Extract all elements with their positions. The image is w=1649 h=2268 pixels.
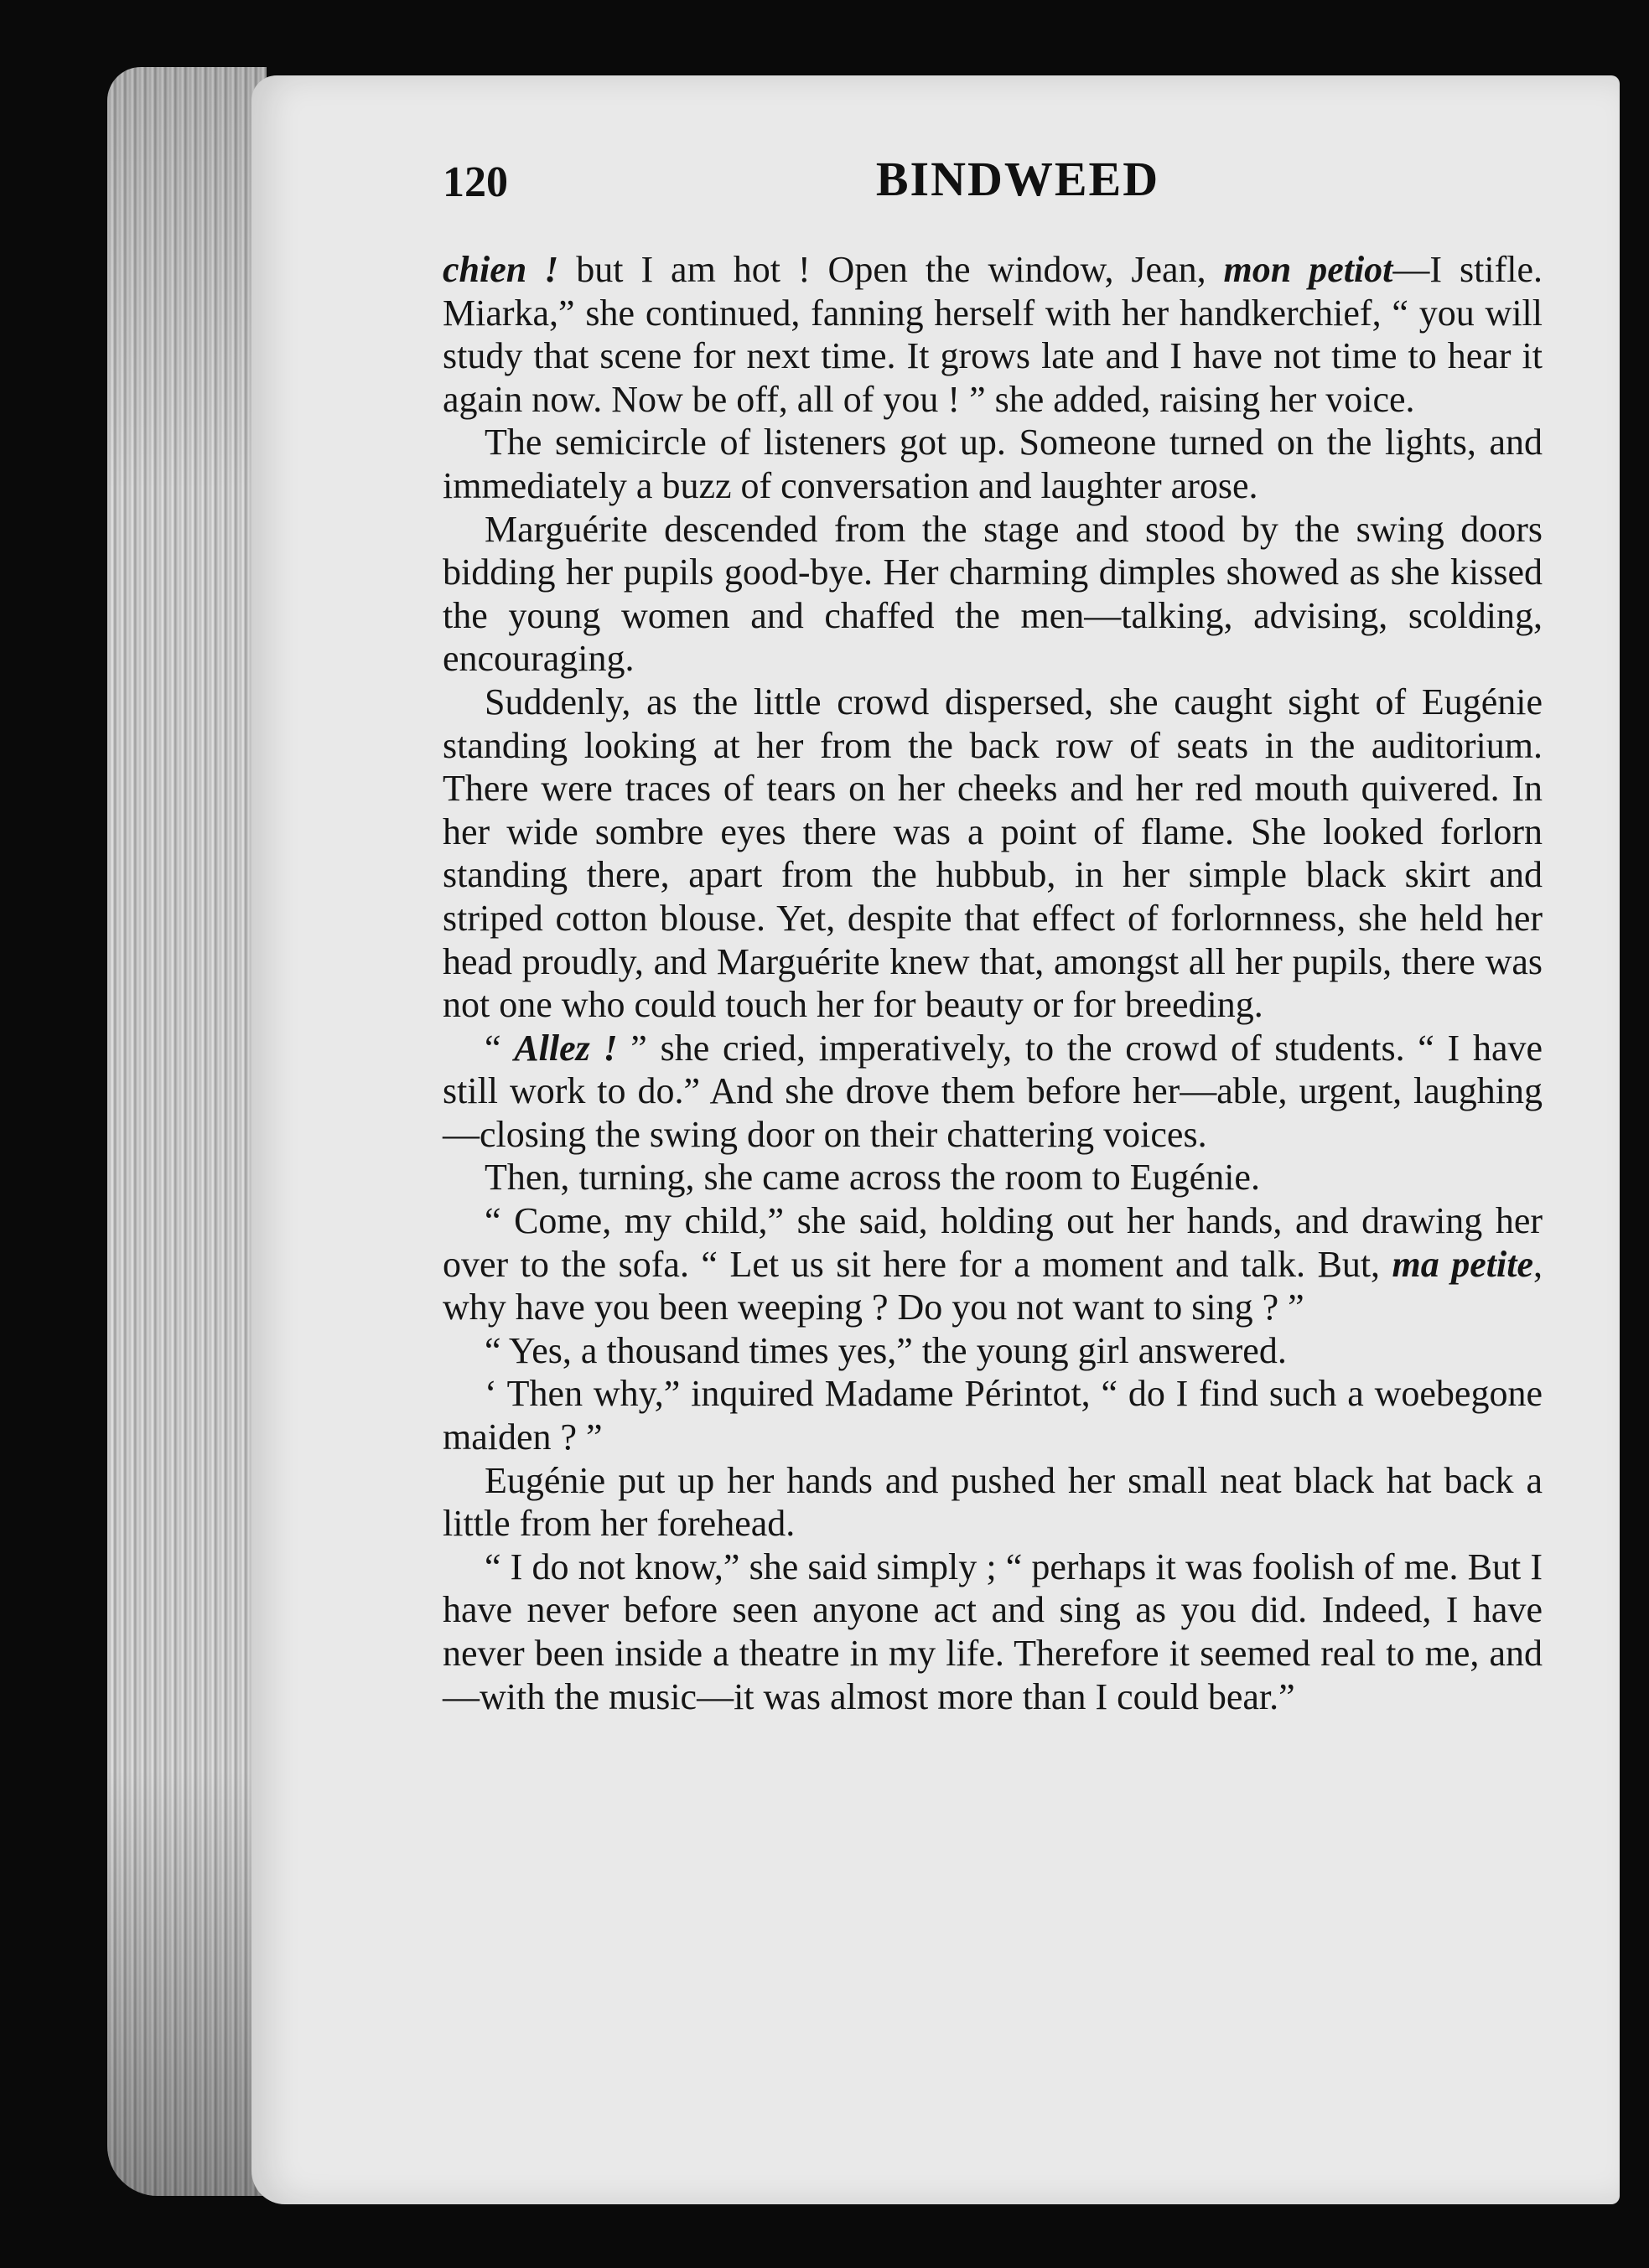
- book-page-edges: [107, 67, 267, 2196]
- page-number: 120: [443, 158, 508, 206]
- text-run: Eugénie put up her hands and pushed her small neat black hat back a little from her forehead.: [443, 1459, 1543, 1545]
- italic-phrase: Allez !: [514, 1027, 618, 1069]
- text-run: “: [485, 1027, 515, 1069]
- text-run: Suddenly, as the little crowd dispersed, she caught sight of Eugénie standing looking at her from the back row of seats in the auditorium. There were traces of tears on her cheeks and her red mouth quivered. In her wide sombre eyes there was a point of flame. She looked forlorn standing there, apart from the hubbub, in her simple black skirt and striped cotton blouse. Yet, despite that effect of forlornness, she held her head proudly, and Marguérite knew that, amongst all her pupils, there was not one who could touch her for beauty or for breeding.: [443, 681, 1543, 1026]
- text-run: but I am hot ! Open the window, Jean,: [558, 249, 1224, 290]
- paragraph: [443, 1329, 1543, 1373]
- text-run: “ Come, my child,” she said, holding out her hands, and drawing her over to the sofa. “ Let us sit here for a moment and talk. But,: [443, 1200, 1543, 1285]
- italic-phrase: chien !: [443, 249, 559, 290]
- paragraph: [443, 1027, 1543, 1157]
- paragraph: [443, 1459, 1543, 1546]
- text-run: “ I do not know,” she said simply ; “ perhaps it was foolish of me. But I have never before seen anyone act and sing as you did. Indeed, I have never been inside a theatre in my life. Therefore it seemed real to me, and—with the music—it was almost more than I could bear.”: [443, 1546, 1543, 1717]
- text-run: , why have you been weeping ? Do you not want to sing ? ”: [443, 1243, 1543, 1328]
- text-run: —I stifle. Miarka,” she continued, fanning herself with her handkerchief, “ you will study that scene for next time. It grows late and I have not time to hear it again now. Now be off, all of you ! ” she added, raising her voice.: [443, 249, 1543, 420]
- text-run: Marguérite descended from the stage and stood by the swing doors bidding her pupils good-bye. Her charming dimples showed as she kissed the young women and chaffed the men—talking, advising, scolding, encouraging.: [443, 508, 1543, 680]
- paragraph: [443, 248, 1543, 421]
- paragraph: [443, 508, 1543, 681]
- paragraph: [443, 421, 1543, 507]
- italic-phrase: ma petite: [1392, 1243, 1533, 1285]
- running-title: BINDWEED: [875, 152, 1160, 206]
- page-header: [443, 151, 1543, 218]
- text-run: ” she cried, imperatively, to the crowd of students. “ I have still work to do.” And she drove them before her—able, urgent, laughing—closing the swing door on their chattering voices.: [443, 1027, 1543, 1155]
- paragraph: [443, 1546, 1543, 1718]
- paragraph: [443, 681, 1543, 1027]
- text-run: ‘ Then why,” inquired Madame Périntot, “ do I find such a woebegone maiden ? ”: [443, 1373, 1543, 1458]
- paragraph: [443, 1156, 1543, 1199]
- paragraph: [443, 1372, 1543, 1458]
- text-run: “ Yes, a thousand times yes,” the young girl answered.: [485, 1329, 1287, 1371]
- italic-phrase: mon petiot: [1223, 249, 1393, 290]
- paragraph: [443, 1199, 1543, 1329]
- text-run: The semicircle of listeners got up. Someone turned on the lights, and immediately a buzz of conversation and laughter arose.: [443, 422, 1543, 506]
- body-text: [443, 248, 1543, 1718]
- text-run: Then, turning, she came across the room to Eugénie.: [485, 1157, 1260, 1199]
